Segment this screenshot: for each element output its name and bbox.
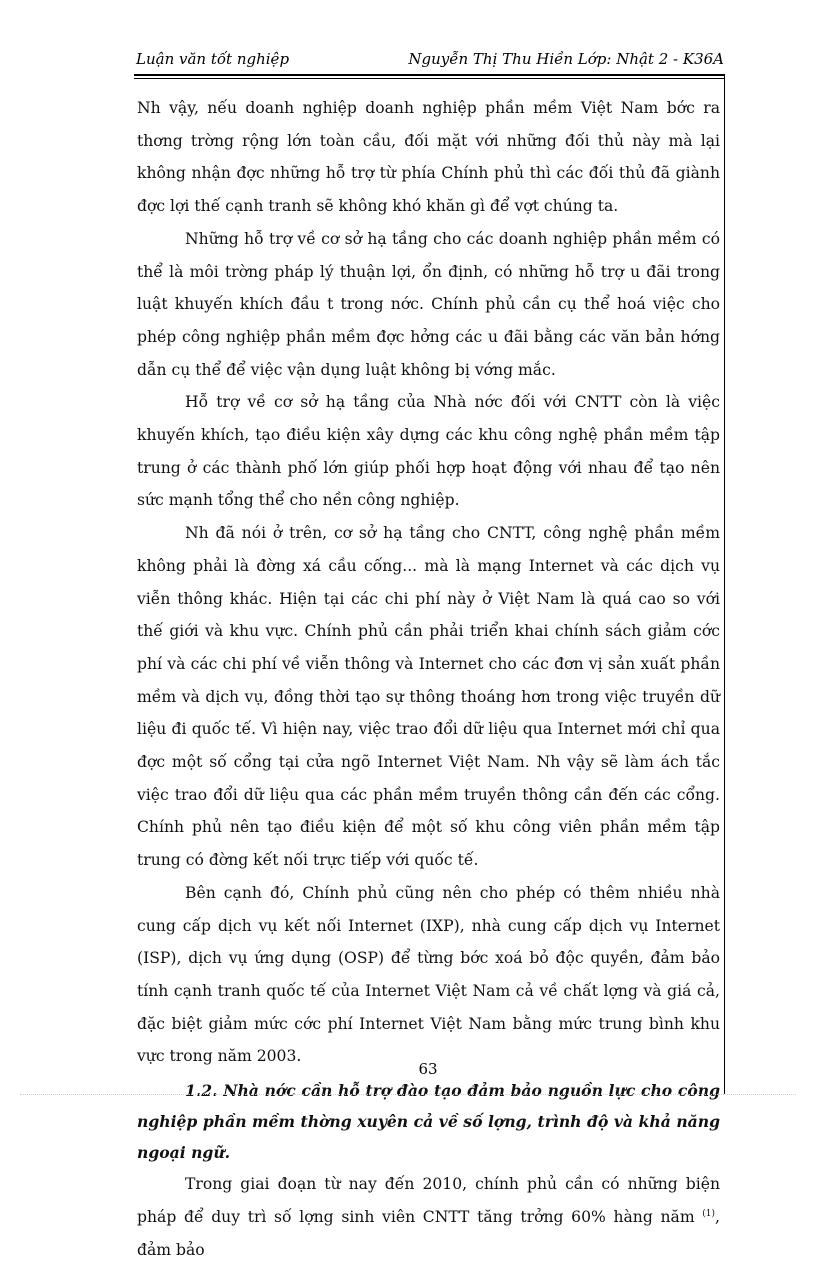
paragraph-6-end: , đảm bảo [137, 1207, 720, 1259]
header-rule [134, 74, 724, 76]
paragraph-6-text: Trong giai đoạn từ nay đến 2010, chính phủ cần có những biện pháp để duy trì số lợng sinh viên CNTT tăng trởng 60% hàng năm [137, 1175, 720, 1226]
header-left-title: Luận văn tốt nghiệp [136, 50, 290, 68]
body-text [137, 92, 720, 1266]
paragraph-2: Những hỗ trợ về cơ sở hạ tầng cho các doanh nghiệp phần mềm có thể là môi trờng pháp lý thuận lợi, ổn định, có những hỗ trợ u đãi trong luật khuyến khích đầu t trong nớc. Chính phủ cần cụ thể hoá việc cho phép công nghiệp phần mềm đợc hởng các u đãi bằng các văn bản hớng dẫn cụ thể để việc vận dụng luật không bị vớng mắc. [137, 229, 720, 379]
paragraph-5: Bên cạnh đó, Chính phủ cũng nên cho phép có thêm nhiều nhà cung cấp dịch vụ kết nối Internet (IXP), nhà cung cấp dịch vụ Internet (ISP), dịch vụ ứng dụng (OSP) để từng bớc xoá bỏ độc quyền, đảm bảo tính cạnh tranh quốc tế của Internet Việt Nam cả về chất lợng và giá cả, đặc biệt giảm mức cớc phí Internet Việt Nam bằng mức trung bình khu vực trong năm 2003. [137, 883, 720, 1066]
paragraph-6 [137, 1168, 720, 1266]
section-heading: 1.2. Nhà nớc cần hỗ trợ đào tạo đảm bảo nguồn lực cho công nghiệp phần mềm thờng xuyên cả về số lợng, trình độ và khả năng ngoại ngữ. [137, 1081, 720, 1163]
paragraph-4: Nh đã nói ở trên, cơ sở hạ tầng cho CNTT, công nghệ phần mềm không phải là đờng xá cầu cống... mà là mạng Internet và các dịch vụ viễn thông khác. Hiện tại các chi phí này ở Việt Nam là quá cao so với thế giới và khu vực. Chính phủ cần phải triển khai chính sách giảm cớc phí và các chi phí về viễn thông và Internet cho các đơn vị sản xuất phần mềm và dịch vụ, đồng thời tạo sự thông thoáng hơn trong việc truyền dữ liệu đi quốc tế. Vì hiện nay, việc trao đổi dữ liệu qua Internet mới chỉ qua đợc một số cổng tại cửa ngõ Internet Việt Nam. Nh vậy sẽ làm ách tắc việc trao đổi dữ liệu qua các phần mềm truyền thông cần đến các cổng. Chính phủ nên tạo điều kiện để một số khu công viên phần mềm tập trung có đờng kết nối trực tiếp với quốc tế. [137, 524, 720, 870]
header-right-author: Nguyễn Thị Thu Hiền Lớp: Nhật 2 - K36A [408, 50, 724, 68]
footnote-ref: (1) [702, 1208, 716, 1219]
header-rule-thin [134, 78, 724, 79]
paragraph-3: Hỗ trợ về cơ sở hạ tầng của Nhà nớc đối với CNTT còn là việc khuyến khích, tạo điều kiện xây dựng các khu công nghệ phần mềm tập trung ở các thành phố lớn giúp phối hợp hoạt động với nhau để tạo nên sức mạnh tổng thể cho nền công nghiệp. [137, 393, 720, 510]
page-number: 63 [418, 1060, 438, 1078]
page-bottom-edge [20, 1094, 796, 1095]
page-frame-right [724, 74, 725, 1094]
running-header [136, 50, 724, 72]
paragraph-1: Nh vậy, nếu doanh nghiệp doanh nghiệp phần mềm Việt Nam bớc ra thơng trờng rộng lớn toàn cầu, đối mặt với những đối thủ này mà lại không nhận đợc những hỗ trợ từ phía Chính phủ thì các đối thủ đã giành đợc lợi thế cạnh tranh sẽ không khó khăn gì để vợt chúng ta. [137, 99, 720, 216]
